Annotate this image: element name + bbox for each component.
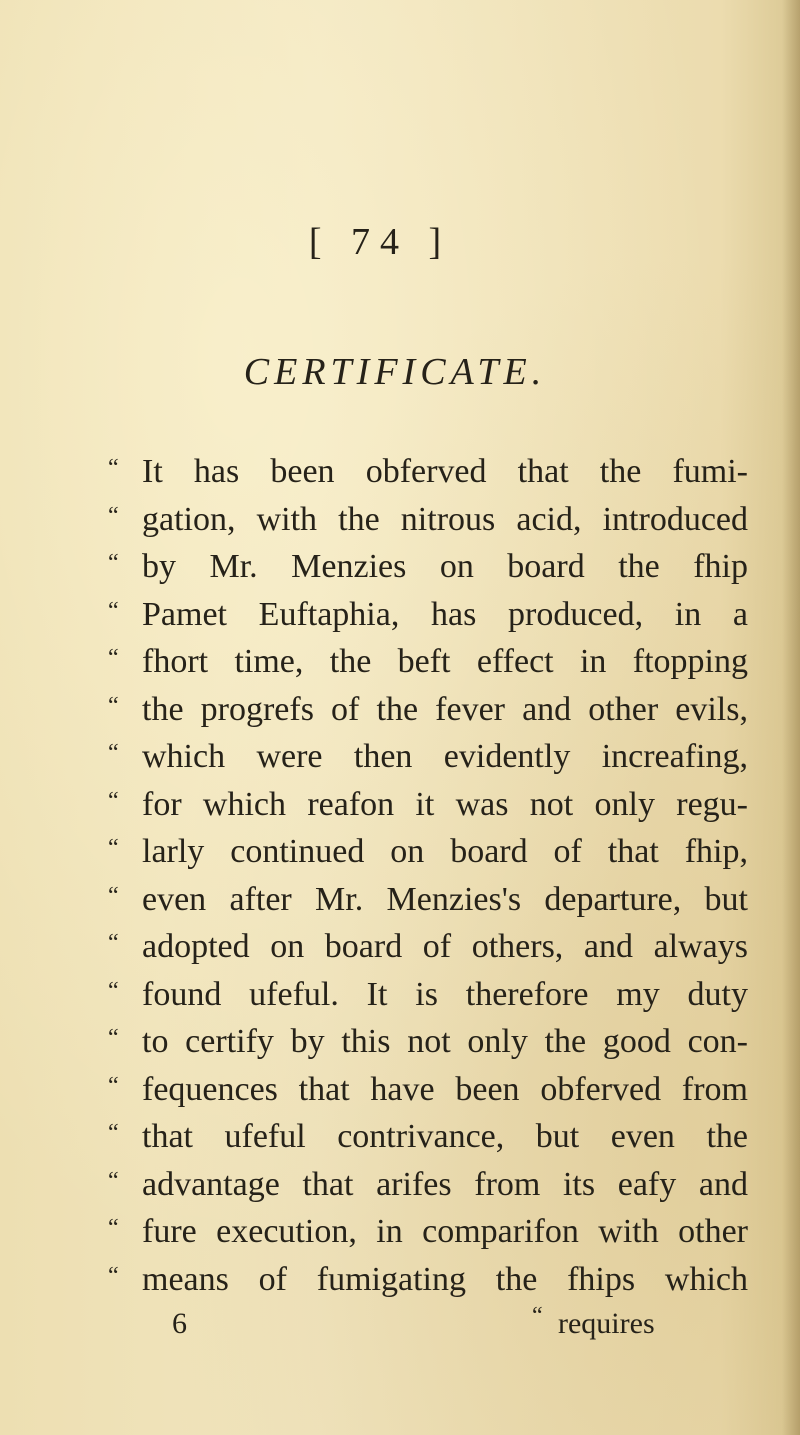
text-line [108,543,748,591]
line-text: that ufeful contrivance, but even the [142,1118,748,1155]
line-text: found ufeful. It is therefore my duty [142,975,748,1013]
quote-mark: “ [108,597,119,624]
signature-mark: 6 [172,1307,187,1340]
text-line [108,923,748,971]
page-footer [0,1303,800,1347]
text-line [108,1113,748,1161]
quote-mark: “ [108,455,119,481]
line-text: for which reafon it was not only regu- [142,785,748,823]
line-text: adopted on board of others, and always [142,928,748,965]
quote-mark: “ [108,1120,119,1146]
text-line [108,591,748,639]
line-text: advantage that arifes from its eafy and [142,1165,748,1203]
quote-mark: “ [108,740,119,766]
quote-mark: “ [108,1167,119,1194]
quote-mark: “ [108,692,119,719]
line-text: fequences that have been obferved from [142,1070,748,1108]
text-line [108,971,748,1019]
text-line [108,686,748,734]
line-text: means of fumigating the fhips which [142,1260,748,1298]
quote-mark: “ [108,645,119,671]
line-text: gation, with the nitrous acid, introduced [142,500,748,538]
line-text: by Mr. Menzies on board the fhip [142,548,748,585]
quote-mark: “ [108,550,119,576]
quote-mark: “ [108,1072,119,1099]
quote-mark: “ [108,930,119,956]
quote-mark: “ [108,977,119,1004]
certificate-body [108,448,748,1303]
text-line [108,1256,748,1304]
text-line [108,1066,748,1114]
line-text: to certify by this not only the good con- [142,1023,748,1060]
line-text: which were then evidently increafing, [142,738,748,775]
line-text: Pamet Euftaphia, has produced, in a [142,595,748,633]
line-text: fure execution, in comparifon with other [142,1213,748,1250]
line-text: larly continued on board of that fhip, [142,833,748,870]
text-line [108,496,748,544]
text-line [108,1161,748,1209]
quote-mark: “ [108,1025,119,1051]
quote-mark: “ [108,787,119,814]
text-line [108,1018,748,1066]
quote-mark: “ [108,835,119,861]
text-line [108,448,748,496]
line-text: even after Mr. Menzies's departure, but [142,880,748,918]
line-text: the progrefs of the fever and other evils, [142,690,748,728]
text-line [108,828,748,876]
certificate-heading: CERTIFICATE. [243,351,547,393]
quote-mark: “ [108,1215,119,1241]
catchword-quote-mark: “ [532,1303,543,1329]
line-text: It has been obferved that the fumi- [142,453,748,490]
page-number: [ 74 ] [308,221,452,263]
catchword: requires [558,1307,655,1340]
text-line [108,638,748,686]
quote-mark: “ [108,1262,119,1289]
text-line [108,781,748,829]
line-text: fhort time, the beft effect in ftopping [142,643,748,680]
text-line [108,733,748,781]
text-line [108,876,748,924]
quote-mark: “ [108,882,119,909]
quote-mark: “ [108,502,119,529]
page-edge-shadow [782,0,800,1435]
text-line [108,1208,748,1256]
